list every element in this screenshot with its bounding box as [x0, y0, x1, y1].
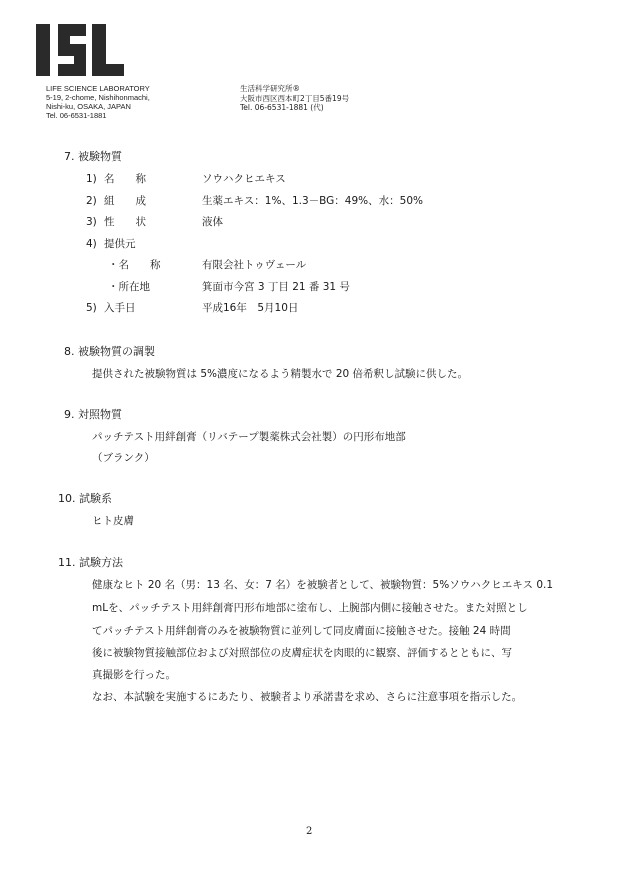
section-9-line: （ブランク） [92, 452, 155, 464]
item-number: 3) [86, 216, 97, 228]
section-8-heading: 8. 被験物質の調製 [64, 345, 155, 358]
section-9-heading: 9. 対照物質 [64, 408, 122, 421]
section-11-line: てパッチテスト用絆創膏のみを被験物質に並列して同皮膚面に接触させた。接触 24 時間 [92, 625, 511, 637]
section-11-line: 後に被験物質接触部位および対照部位の皮膚症状を肉眼的に観察、評価するとともに、写 [92, 647, 512, 659]
page-number: 2 [306, 826, 313, 837]
section-10-heading: 10. 試験系 [58, 492, 112, 505]
item-value: 平成16年 5月10日 [202, 302, 299, 314]
sub-item-value: 有限会社トゥヴェール [202, 259, 307, 271]
section-11-heading: 11. 試験方法 [58, 556, 123, 569]
section-11-line: 健康なヒト 20 名（男：13 名、女：7 名）を被験者として、被験物質：5%ソウハクヒエキス 0.1 [92, 579, 554, 591]
address-japanese: 生活科学研究所® 大阪市西区西本町2丁目5番19号 Tel. 06-6531-1881 (代) [240, 84, 350, 112]
item-value: 生薬エキス：1%、1.3－BG：49%、水：50% [202, 195, 423, 207]
sub-item-value: 箕面市今宮 3 丁目 21 番 31 号 [202, 281, 350, 293]
section-7-heading: 7. 被験物質 [64, 150, 122, 163]
item-value: 液体 [202, 216, 223, 228]
item-label: 性 状 [104, 216, 146, 228]
item-label: 提供元 [104, 238, 136, 250]
item-number: 5) [86, 302, 97, 314]
item-value: ソウハクヒエキス [202, 173, 286, 185]
section-11-line: mLを、パッチテスト用絆創膏円形布地部に塗布し、上腕部内側に接触させた。また対照とし [92, 602, 528, 614]
item-number: 2) [86, 195, 97, 207]
item-label: 名 称 [104, 173, 146, 185]
item-number: 1) [86, 173, 97, 185]
item-label: 入手日 [104, 302, 136, 314]
section-9-line: パッチテスト用絆創膏（リバテープ製薬株式会社製）の円形布地部 [92, 431, 406, 443]
item-number: 4) [86, 238, 97, 250]
section-11-line: なお、本試験を実施するにあたり、被験者より承諾書を求め、さらに注意事項を指示した。 [92, 691, 523, 703]
section-11-line: 真撮影を行った。 [92, 669, 176, 681]
section-10-body: ヒト皮膚 [92, 515, 134, 527]
section-8-body: 提供された被験物質は 5%濃度になるよう精製水で 20 倍希釈し試験に供した。 [92, 368, 469, 380]
isl-logo [36, 20, 126, 80]
sub-item-label: ・名 称 [108, 259, 161, 271]
sub-item-label: ・所在地 [108, 281, 150, 293]
item-label: 組 成 [104, 195, 146, 207]
address-english: LIFE SCIENCE LABORATORY 5-19, 2-chome, Nishihonmachi, Nishi-ku, OSAKA, JAPAN Tel. 06-6531-1881 [46, 84, 150, 120]
